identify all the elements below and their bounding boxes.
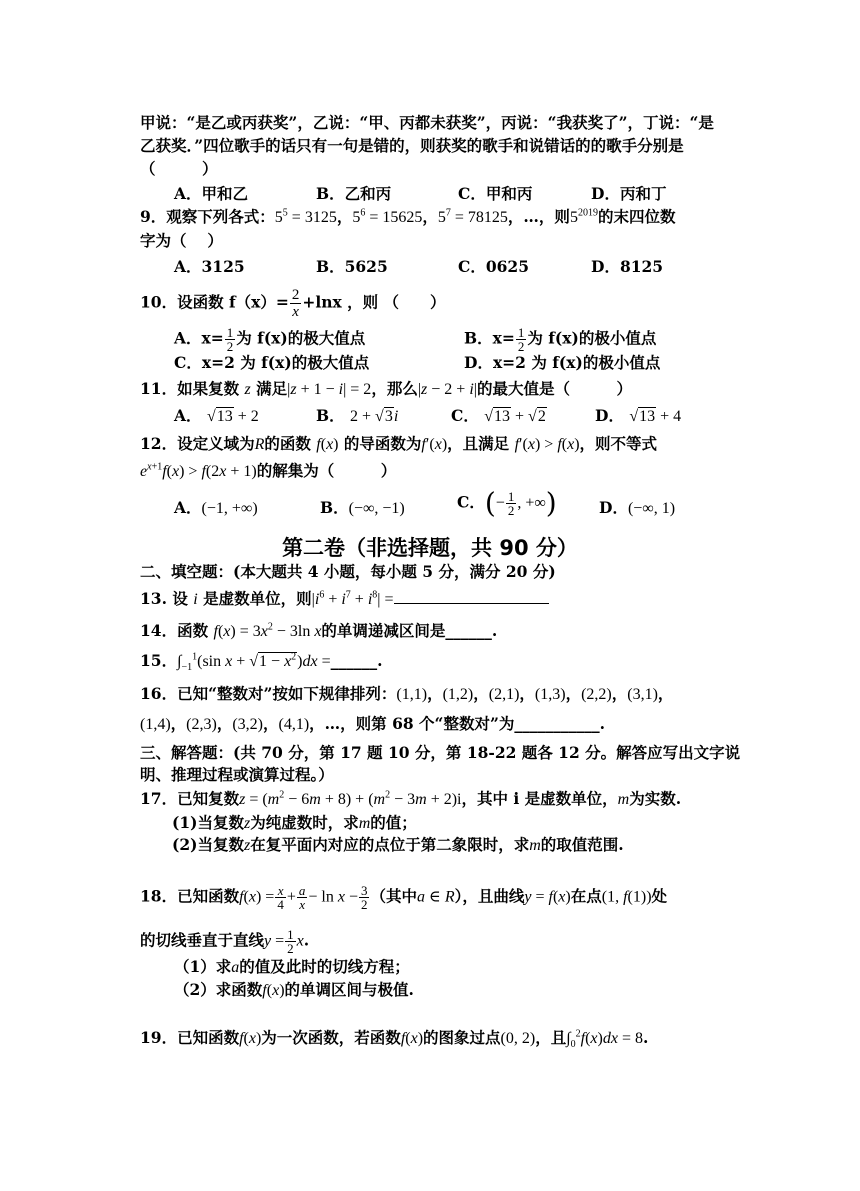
q10-option-a: A．x= $\frac{1}{2}$ 为 f(x)的极大值点 (174, 325, 366, 354)
q18-part2: （2）求函数f(x)的单调区间与极值. (174, 980, 414, 999)
q8-option-b: B．乙和丙 (316, 184, 392, 203)
q19-line1: 19．已知函数f(x)为一次函数，若函数f(x)的图象过点(0, 2)，且$\int_0^2f(x)dx = 8$. (140, 1028, 649, 1051)
fill-in-header: 二、填空题：(本大题共 4 小题，每小题 5 分，满分 20 分) (140, 562, 556, 581)
q18-line2: 的切线垂直于直线y = $\frac{1}{2}$ x. (140, 927, 310, 956)
section3-header-line2: 明、推理过程或演算过程。） (140, 765, 334, 784)
q18-line1: 18．已知函数f(x) = $\frac{x}{4}$ + $\frac{a}{x}$ − ln x − $\frac{3}{2}$ （其中a ∈ R），且曲线y = f(x)在点(1, f(1))处 (140, 883, 668, 912)
q10-prefix: 10．设函数 f（x）= (140, 292, 289, 312)
q10-option-b: B．x= $\frac{1}{2}$ 为 f(x)的极小值点 (464, 325, 657, 354)
q12-option-d: D．(−∞, 1) (599, 498, 676, 517)
q9-option-b: B．5625 (316, 257, 388, 276)
q14-line: 14．函数 $f(x) = 3x^2 - 3\ln$ x的单调递减区间是______. (140, 621, 498, 640)
q15-line: 15．$\int_{-1}^1(\sin$ $x + √1 - x^2)dx$ =______. (140, 651, 383, 674)
q10-line1: 10．设函数 f（x）= $\frac{2}{x}$ +lnx ，则 （ ） (140, 287, 446, 320)
section2-title: 第二卷（非选择题，共 90 分） (282, 536, 578, 560)
q9-suffix2: 的末四位数 (597, 207, 676, 226)
q16-line2: (1,4)，(2,3)，(3,2)，(4,1)，…，则第 68 个“整数对”为___________. (140, 714, 606, 733)
q11-option-b: B． 2 + √3i (316, 406, 399, 425)
q11-option-a: A． √13 + 2 (174, 406, 259, 425)
q9-line1: 9．观察下列各式：$5^5 = 3125$，$5^6 = 15625$，$5^7 = 78125$，…，则$5^{2019}$的末四位数 (140, 207, 676, 226)
q9-option-a: A．3125 (174, 257, 245, 276)
q11-line1: 11．如果复数 z 满足|z + 1 − i| = 2，那么|z − 2 + i|的最大值是（ ） (140, 379, 632, 398)
q11-option-c: C． √13 + √2 (451, 406, 546, 425)
q16-line1: 16．已知“整数对”按如下规律排列：(1,1)，(1,2)，(2,1)，(1,3)，(2,2)，(3,1)， (140, 684, 674, 703)
q12-option-c: C．(− $\frac{1}{2}$ , +∞) (457, 486, 557, 520)
q10-option-c: C．x=2 为 f(x)的极大值点 (174, 353, 370, 372)
q8-line2: 乙获奖．”四位歌手的话只有一句是错的，则获奖的歌手和说错话的的歌手分别是 (140, 136, 684, 155)
q9-option-d: D．8125 (591, 257, 664, 276)
q12-line2: $e^{x+1}f(x) > f(2x + 1)$的解集为（ ） (140, 461, 397, 480)
q8-option-c: C．甲和丙 (458, 184, 533, 203)
section3-header-line1: 三、解答题：(共 70 分，第 17 题 10 分，第 18-22 题各 12 分。解答应写出文字说 (140, 743, 741, 762)
q8-option-d: D．丙和丁 (591, 184, 667, 203)
q12-option-a: A．(−1, +∞) (174, 498, 258, 517)
q10-option-d: D．x=2 为 f(x)的极小值点 (464, 353, 661, 372)
q10-suffix: +lnx ，则 （ ） (302, 292, 446, 312)
q8-option-a: A．甲和乙 (174, 184, 249, 203)
q18-part1: （1）求a的值及此时的切线方程； (174, 957, 410, 976)
q9-option-c: C．0625 (458, 257, 529, 276)
q17-part1: (1)当复数z为纯虚数时，求m的值； (172, 813, 417, 832)
q13-line: 13. 设 i 是虚数单位，则$|i^6 + i^7 + i^8|$ = (140, 589, 730, 610)
q17-line1: 17．已知复数$z = (m^2 - 6m + 8) + (m^2 - 3m + 2)i$，其中 i 是虚数单位，m为实数. (140, 789, 682, 808)
q11-option-d: D． √13 + 4 (595, 406, 682, 425)
q9-prefix: 9．观察下列各式： (140, 207, 275, 226)
q9-suffix: ，…，则 (507, 207, 570, 226)
q12-line1: 12．设定义域为R的函数 f(x) 的导函数为f′(x)，且满足 f′(x) > f(x)，则不等式 (140, 434, 658, 453)
q8-line3: （ ） (140, 159, 218, 178)
q9-line2: 字为（ ） (140, 231, 223, 250)
q17-part2: (2)当复数z在复平面内对应的点位于第二象限时，求m的取值范围. (172, 835, 624, 854)
q12-option-b: B．(−∞, −1) (320, 498, 405, 517)
q8-line1: 甲说：“是乙或丙获奖”，乙说：“甲、丙都未获奖”，丙说：“我获奖了”，丁说：“是 (140, 113, 714, 132)
